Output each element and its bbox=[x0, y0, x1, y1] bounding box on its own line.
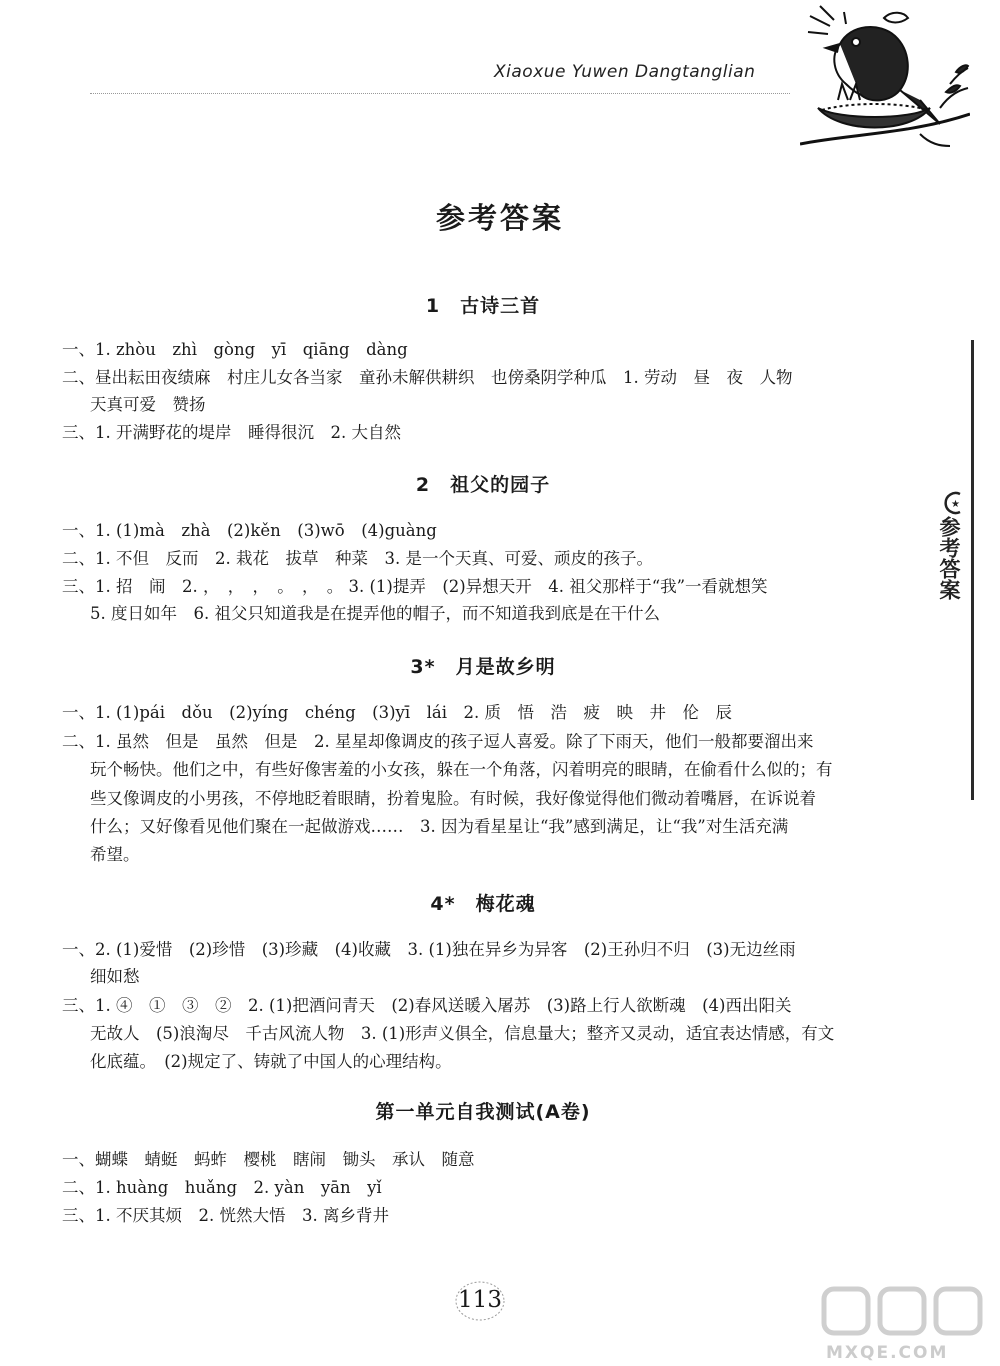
answer-line: 希望。 bbox=[90, 845, 140, 864]
answer-line: 二、1. 不但 反而 2. 栽花 拔草 种菜 3. 是一个天真、可爱、顽皮的孩子。 bbox=[62, 549, 653, 568]
answer-line: 一、蝴蝶 蜻蜓 蚂蚱 樱桃 瞎闹 锄头 承认 随意 bbox=[62, 1150, 475, 1169]
header-divider bbox=[90, 93, 790, 94]
answer-line: 一、2. (1)爱惜 (2)珍惜 (3)珍藏 (4)收藏 3. (1)独在异乡为异客 (2)王孙归不归 (3)无边丝雨 bbox=[62, 940, 796, 959]
answer-line: 一、1. (1)mà zhà (2)kěn (3)wō (4)guàng bbox=[62, 521, 437, 540]
page-title: 参考答案 bbox=[435, 201, 564, 235]
answer-line: 什么；又好像看见他们聚在一起做游戏…… 3. 因为看星星让“我”感到满足，让“我”对生活充满 bbox=[90, 817, 789, 836]
answer-line: 玩个畅快。他们之中，有些好像害羞的小女孩，躲在一个角落，闪着明亮的眼睛，在偷看什么似的；有 bbox=[90, 760, 833, 779]
answer-line: 5. 度日如年 6. 祖父只知道我是在提弄他的帽子，而不知道我到底是在干什么 bbox=[90, 604, 660, 623]
bird-nest-illustration bbox=[800, 4, 970, 154]
answer-line: 天真可爱 赞扬 bbox=[90, 395, 206, 414]
star-crescent-icon bbox=[940, 490, 966, 516]
answer-line: 细如愁 bbox=[90, 967, 140, 986]
page-number bbox=[454, 1279, 506, 1323]
answer-line: 三、1. 开满野花的堤岸 睡得很沉 2. 大自然 bbox=[62, 423, 401, 442]
answer-line: 二、1. 虽然 但是 虽然 但是 2. 星星却像调皮的孩子逗人喜爱。除了下雨天，他们一般都要溜出来 bbox=[62, 732, 814, 751]
watermark-text: MXQE.COM bbox=[826, 1343, 949, 1363]
section-title-4: 4* 梅花魂 bbox=[430, 893, 536, 915]
answer-line: 无故人 (5)浪淘尽 千古风流人物 3. (1)形声义俱全，信息量大；整齐又灵动，适宜表达情感，有文 bbox=[90, 1024, 835, 1043]
svg-text:★: ★ bbox=[951, 499, 960, 510]
section-title-1: 1 古诗三首 bbox=[425, 295, 541, 317]
section-title-3: 3* 月是故乡明 bbox=[410, 656, 556, 678]
answer-line: 一、1. (1)pái dǒu (2)yíng chéng (3)yī lái 2. 质 悟 浩 疲 映 井 伦 辰 bbox=[62, 703, 732, 722]
answer-line: 二、1. huàng huǎng 2. yàn yān yǐ bbox=[62, 1178, 382, 1197]
section-title-2: 2 祖父的园子 bbox=[415, 474, 551, 496]
section-title-5: 第一单元自我测试(A卷) bbox=[375, 1101, 591, 1123]
side-tab-rule bbox=[971, 340, 974, 800]
answer-line: 三、1. 招 闹 2. ， ， ， 。 ， 。 3. (1)提弄 (2)异想天开 4. 祖父那样于“我”一看就想笑 bbox=[62, 577, 768, 596]
page-number-text: 113 bbox=[458, 1287, 502, 1313]
running-header: Xiaoxue Yuwen Dangtanglian bbox=[494, 62, 756, 82]
side-tab-label: 参考答案 bbox=[937, 516, 961, 600]
answer-line: 二、昼出耘田夜绩麻 村庄儿女各当家 童孙未解供耕织 也傍桑阴学种瓜 1. 劳动 昼 夜 人物 bbox=[62, 368, 793, 387]
answer-line: 一、1. zhòu zhì gòng yī qiāng dàng bbox=[62, 340, 408, 359]
answer-line: 三、1. ④ ① ③ ② 2. (1)把酒问青天 (2)春风送暖入屠苏 (3)路上行人欲断魂 (4)西出阳关 bbox=[62, 996, 792, 1015]
answer-line: 化底蕴。 (2)规定了、铸就了中国人的心理结构。 bbox=[90, 1052, 452, 1071]
answer-line: 三、1. 不厌其烦 2. 恍然大悟 3. 离乡背井 bbox=[62, 1206, 389, 1225]
answer-line: 些又像调皮的小男孩，不停地眨着眼睛，扮着鬼脸。有时候，我好像觉得他们微动着嘴唇，在诉说着 bbox=[90, 789, 816, 808]
